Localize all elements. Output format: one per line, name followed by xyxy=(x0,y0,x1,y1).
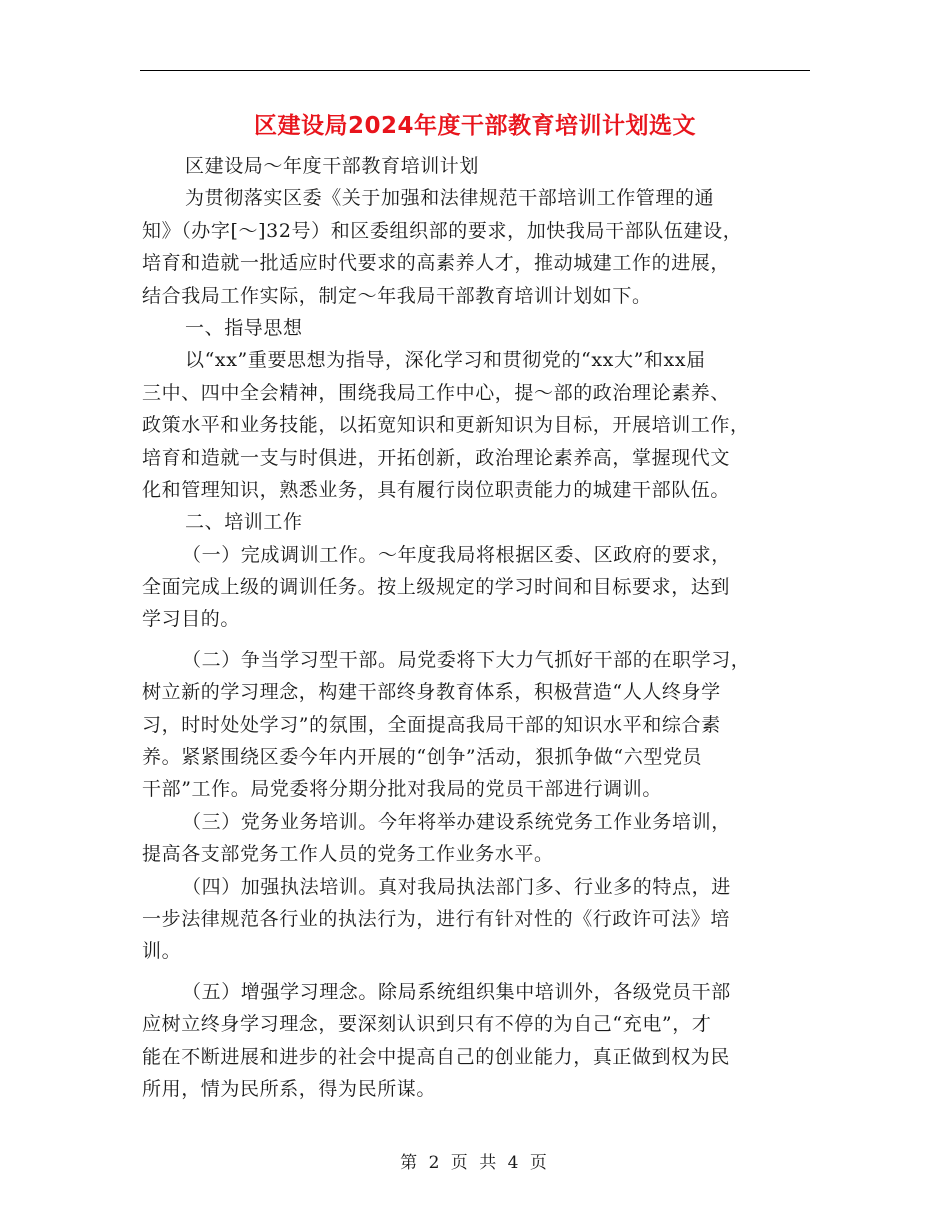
text-line: 干部”工作。局党委将分期分批对我局的党员干部进行调训。 xyxy=(142,778,662,801)
text-line: 培育和造就一批适应时代要求的高素养人才，推动城建工作的进展， xyxy=(142,252,731,275)
text-line: 为贯彻落实区委《关于加强和法律规范干部培训工作管理的通 xyxy=(185,187,715,210)
paragraph-gap xyxy=(142,968,810,976)
text-line: （二）争当学习型干部。局党委将下大力气抓好干部的在职学习， xyxy=(182,648,751,671)
document-body xyxy=(142,150,810,1105)
text-line: 政策水平和业务技能，以拓宽知识和更新知识为目标，开展培训工作， xyxy=(142,414,750,437)
text-line: 化和管理知识，熟悉业务，具有履行岗位职责能力的城建干部队伍。 xyxy=(142,478,731,501)
paragraph-gap xyxy=(142,636,810,644)
text-line: （三）党务业务培训。今年将举办建设系统党务工作业务培训， xyxy=(182,810,731,833)
text-line: 全面完成上级的调训任务。按上级规定的学习时间和目标要求，达到 xyxy=(142,576,731,599)
text-line: 应树立终身学习理念，要深刻认识到只有不停的为自己“充电”，才 xyxy=(142,1013,712,1036)
text-line: （四）加强执法培训。真对我局执法部门多、行业多的特点，进 xyxy=(182,875,731,898)
document-title: 区建设局2024年度干部教育培训计划选文 xyxy=(253,113,696,139)
text-line: 习，时时处处学习”的氛围，全面提高我局干部的知识水平和综合素 xyxy=(142,713,721,736)
text-line: 知》（办字[～]32号）和区委组织部的要求，加快我局干部队伍建设， xyxy=(142,219,743,242)
text-line: 训。 xyxy=(142,940,182,963)
page-footer: 第 2 页 共 4 页 xyxy=(400,1153,550,1173)
header-rule xyxy=(140,70,810,71)
text-line: 结合我局工作实际，制定～年我局干部教育培训计划如下。 xyxy=(142,284,652,307)
text-line: 一、指导思想 xyxy=(185,316,303,339)
text-line: 提高各支部党务工作人员的党务工作业务水平。 xyxy=(142,843,554,866)
text-line: 树立新的学习理念，构建干部终身教育体系，积极营造“人人终身学 xyxy=(142,681,721,704)
text-line: 以“xx”重要思想为指导，深化学习和贯彻党的“xx大”和xx届 xyxy=(185,349,706,372)
text-line: 二、培训工作 xyxy=(185,511,303,534)
text-line: 所用，情为民所系，得为民所谋。 xyxy=(142,1077,437,1100)
text-line: 养。紧紧围绕区委今年内开展的“创争”活动，狠抓争做“六型党员 xyxy=(142,746,703,769)
text-line: 一步法律规范各行业的执法行为，进行有针对性的《行政许可法》培 xyxy=(142,907,731,930)
text-line: 三中、四中全会精神，围绕我局工作中心，提～部的政治理论素养、 xyxy=(142,381,731,404)
text-line: 能在不断进展和进步的社会中提高自己的创业能力，真正做到权为民 xyxy=(142,1045,731,1068)
text-line: （五）增强学习理念。除局系统组织集中培训外，各级党员干部 xyxy=(182,980,731,1003)
text-line: 区建设局～年度干部教育培训计划 xyxy=(185,155,480,177)
text-line: 学习目的。 xyxy=(142,608,241,631)
text-line: 培育和造就一支与时俱进，开拓创新，政治理论素养高，掌握现代文 xyxy=(142,446,731,469)
text-line: （一）完成调训工作。～年度我局将根据区委、区政府的要求， xyxy=(182,543,731,566)
